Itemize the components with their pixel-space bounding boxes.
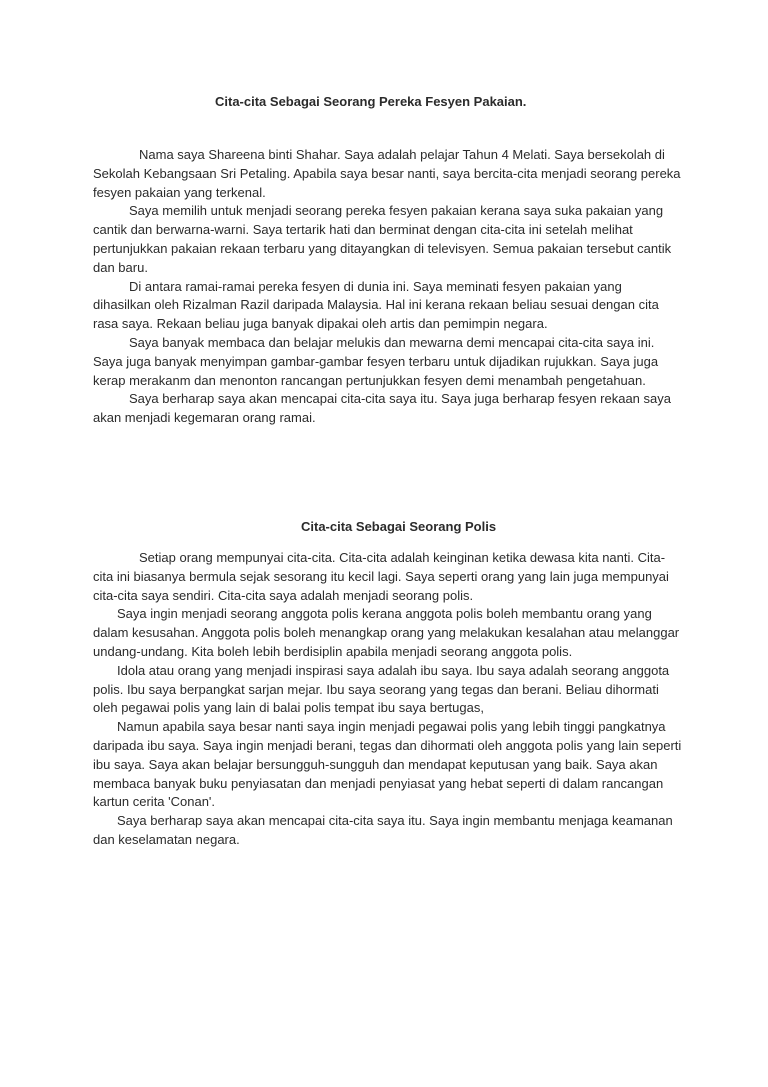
essay-fashion-designer	[93, 94, 683, 428]
essay-paragraph: Setiap orang mempunyai cita-cita. Cita-cita adalah keinginan ketika dewasa kita nanti. Cita-cita ini biasanya bermula sejak sesorang itu kecil lagi. Saya seperti orang yang lain juga mempunyai cita-cita saya sendiri. Cita-cita saya adalah menjadi seorang polis.	[93, 550, 669, 603]
essay-paragraph: Saya berharap saya akan mencapai cita-cita saya itu. Saya ingin membantu menjaga keamanan dan keselamatan negara.	[93, 813, 673, 847]
essay-paragraph: Nama saya Shareena binti Shahar. Saya adalah pelajar Tahun 4 Melati. Saya bersekolah di Sekolah Kebangsaan Sri Petaling. Apabila saya besar nanti, saya bercita-cita menjadi seorang pereka fesyen pakaian yang terkenal.	[93, 147, 681, 200]
essay-paragraph: Saya memilih untuk menjadi seorang pereka fesyen pakaian kerana saya suka pakaian yang cantik dan berwarna-warni. Saya tertarik hati dan berminat dengan cita-cita ini setelah melihat pertunjukkan pakaian rekaan terbaru yang ditayangkan di televisyen. Semua pakaian tersebut cantik dan baru.	[93, 203, 672, 275]
essay-police	[93, 519, 683, 850]
essay-paragraph: Saya ingin menjadi seorang anggota polis kerana anggota polis boleh membantu orang yang dalam kesusahan. Anggota polis boleh menangkap orang yang melakukan kesalahan atau melanggar undang-undang. Kita boleh lebih berdisiplin apabila menjadi seorang anggota polis.	[93, 606, 680, 659]
essay-paragraph: Di antara ramai-ramai pereka fesyen di dunia ini. Saya meminati fesyen pakaian yang dihasilkan oleh Rizalman Razil daripada Malaysia. Hal ini kerana rekaan beliau sesuai dengan cita rasa saya. Rekaan beliau juga banyak dipakai oleh artis dan pemimpin negara.	[93, 278, 659, 332]
essay-title: Cita-cita Sebagai Seorang Polis	[301, 519, 497, 534]
essay-paragraph: Namun apabila saya besar nanti saya ingin menjadi pegawai polis yang lebih tinggi pangkatnya daripada ibu saya. Saya ingin menjadi berani, tegas dan dihormati oleh anggota polis yang lain seperti ibu saya. Saya akan belajar bersungguh-sungguh dan mendapat keputusan yang baik. Saya akan membaca banyak buku penyiasatan dan menjadi penyiasat yang hebat seperti di dalam rancangan kartun cerita 'Conan'.	[93, 719, 682, 810]
essay-body	[93, 549, 683, 850]
essay-paragraph: Saya banyak membaca dan belajar melukis dan mewarna demi mencapai cita-cita saya ini. Saya juga banyak menyimpan gambar-gambar fesyen terbaru untuk dijadikan rujukkan. Saya juga kerap merakanm dan menonton rancangan pertunjukkan fesyen demi menambah pengetahuan.	[93, 334, 659, 388]
essay-body	[93, 146, 683, 428]
essay-paragraph: Idola atau orang yang menjadi inspirasi saya adalah ibu saya. Ibu saya adalah seorang anggota polis. Ibu saya berpangkat sarjan mejar. Ibu saya seorang yang tegas dan berani. Beliau dihormati oleh pegawai polis yang lain di balai polis tempat ibu saya bertugas,	[93, 662, 670, 716]
essay-paragraph: Saya berharap saya akan mencapai cita-cita saya itu. Saya juga berharap fesyen rekaan saya akan menjadi kegemaran orang ramai.	[93, 391, 671, 426]
essay-title: Cita-cita Sebagai Seorang Pereka Fesyen Pakaian.	[215, 94, 527, 109]
